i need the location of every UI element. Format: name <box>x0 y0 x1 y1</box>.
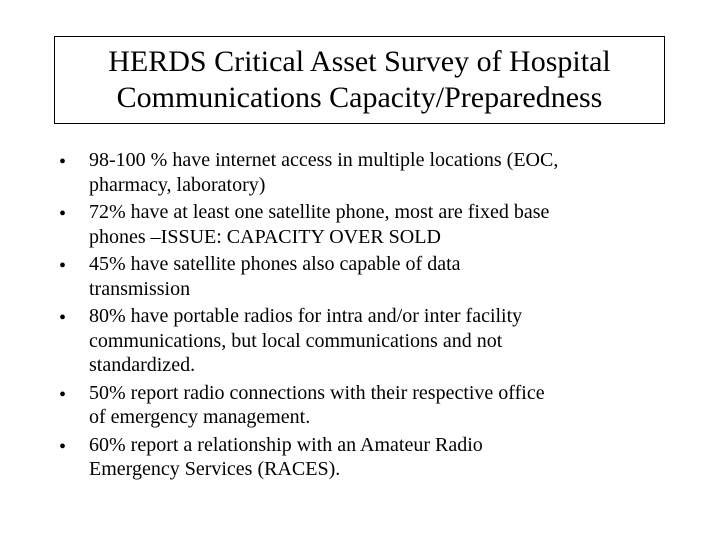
bullet-item-races <box>56 433 696 482</box>
bullet-text-line: phones –ISSUE: CAPACITY OVER SOLD <box>89 225 441 248</box>
bullet-item-satellite-phone <box>56 200 696 249</box>
bullet-item-internet-access <box>56 148 696 197</box>
bullet-dot-icon: • <box>59 307 67 329</box>
slide-title-line-2: Communications Capacity/Preparedness <box>116 81 603 114</box>
slide-title-line-1: HERDS Critical Asset Survey of Hospital <box>108 45 611 78</box>
bullet-item-portable-radios <box>56 304 696 378</box>
bullet-dot-icon: • <box>59 383 67 406</box>
bullet-text-line: of emergency management. <box>89 406 311 428</box>
bullet-text-line: 80% have portable radios for intra and/or inter facility <box>89 305 523 327</box>
bullet-text-line: communications, but local communications and not <box>89 329 503 352</box>
bullet-text-line: Emergency Services (RACES). <box>89 458 341 480</box>
bullet-dot-icon: • <box>59 151 67 173</box>
bullet-text-line: 72% have at least one satellite phone, most are fixed base <box>89 201 550 223</box>
bullet-text-line: 60% report a relationship with an Amateur Radio <box>89 433 483 456</box>
bullet-text-line: standardized. <box>89 354 196 376</box>
bullet-text-line: 45% have satellite phones also capable of data <box>89 253 461 275</box>
bullet-text-line: 50% report radio connections with their respective office <box>89 381 545 404</box>
bullet-item-radio-connections <box>56 381 696 430</box>
bullet-dot-icon: • <box>59 255 67 277</box>
bullet-text-line: 98-100 % have internet access in multiple locations (EOC, <box>89 149 559 171</box>
bullet-text-line: pharmacy, laboratory) <box>89 173 266 196</box>
bullet-list <box>56 148 696 485</box>
bullet-dot-icon: • <box>59 203 67 225</box>
bullet-item-data-transmission <box>56 252 696 301</box>
slide-title-box <box>54 36 665 124</box>
bullet-text-line: transmission <box>89 277 191 300</box>
bullet-dot-icon: • <box>59 435 67 458</box>
